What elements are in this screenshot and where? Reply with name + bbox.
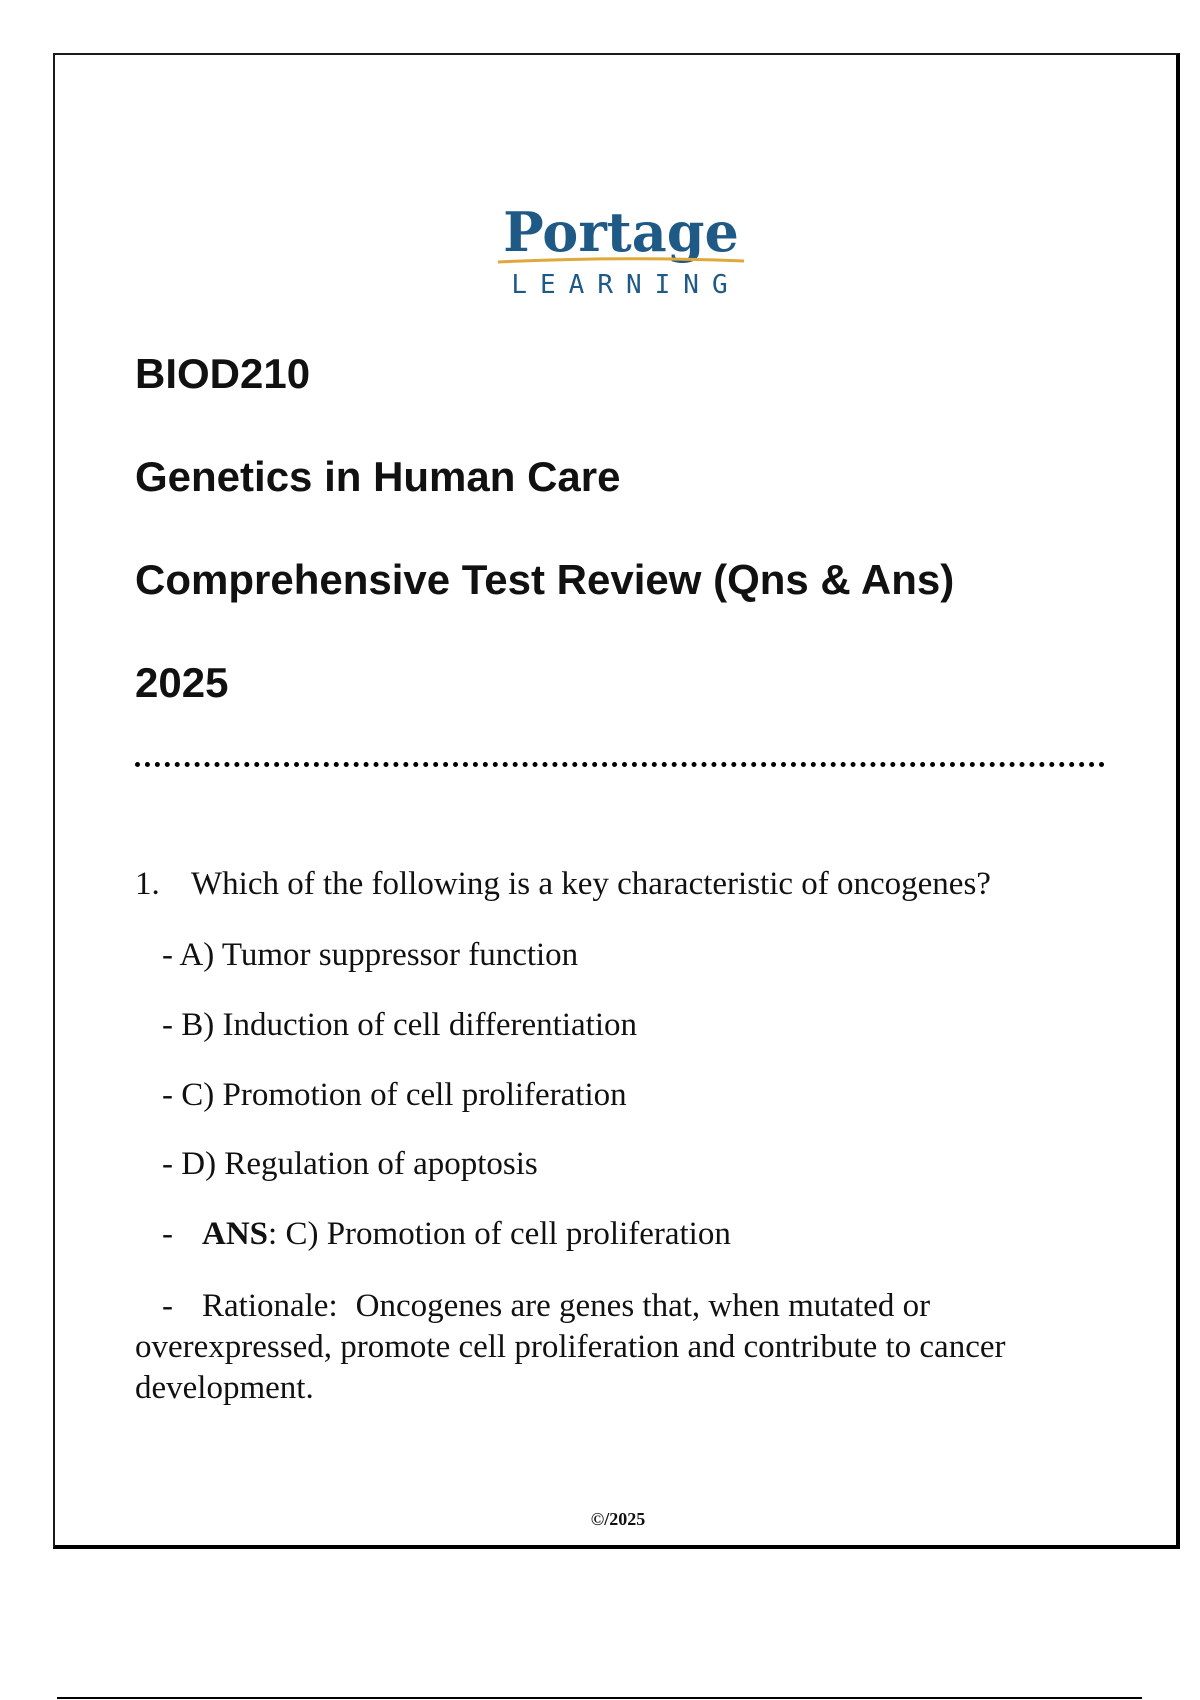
rationale-text: Oncogenes are genes that, when mutated or overexpressed, promote cell proliferation and contribute to cancer development. (135, 1288, 1006, 1406)
footer-copyright: ©/2025 (590, 1509, 646, 1529)
dotted-divider (135, 762, 1105, 767)
logo-subtitle: LEARNING (511, 270, 741, 300)
option-b: - B) Induction of cell differentiation (162, 1007, 637, 1043)
answer-line (162, 1216, 731, 1253)
question-text: Which of the following is a key characteristic of oncogenes? (191, 866, 991, 902)
question-stem (135, 866, 991, 903)
answer-dash: - (162, 1216, 173, 1252)
question-number: 1. (135, 866, 160, 902)
course-code: BIOD210 (135, 350, 311, 397)
answer-label: ANS (202, 1216, 269, 1252)
document-title: Comprehensive Test Review (Qns & Ans) (135, 556, 955, 603)
logo-wordmark: Portage (503, 200, 739, 264)
rationale-label: Rationale: (202, 1288, 338, 1324)
portage-learning-logo (496, 200, 746, 304)
rationale-block (135, 1286, 1105, 1409)
option-c: - C) Promotion of cell proliferation (162, 1077, 627, 1113)
bottom-rule (57, 1697, 1142, 1699)
course-title: Genetics in Human Care (135, 453, 621, 500)
document-year: 2025 (135, 659, 229, 706)
logo-swoosh-icon (498, 256, 744, 266)
answer-text: : C) Promotion of cell proliferation (268, 1216, 731, 1252)
option-d: - D) Regulation of apoptosis (162, 1146, 538, 1182)
rationale-dash: - (162, 1288, 173, 1324)
option-a: - A) Tumor suppressor function (162, 937, 579, 973)
